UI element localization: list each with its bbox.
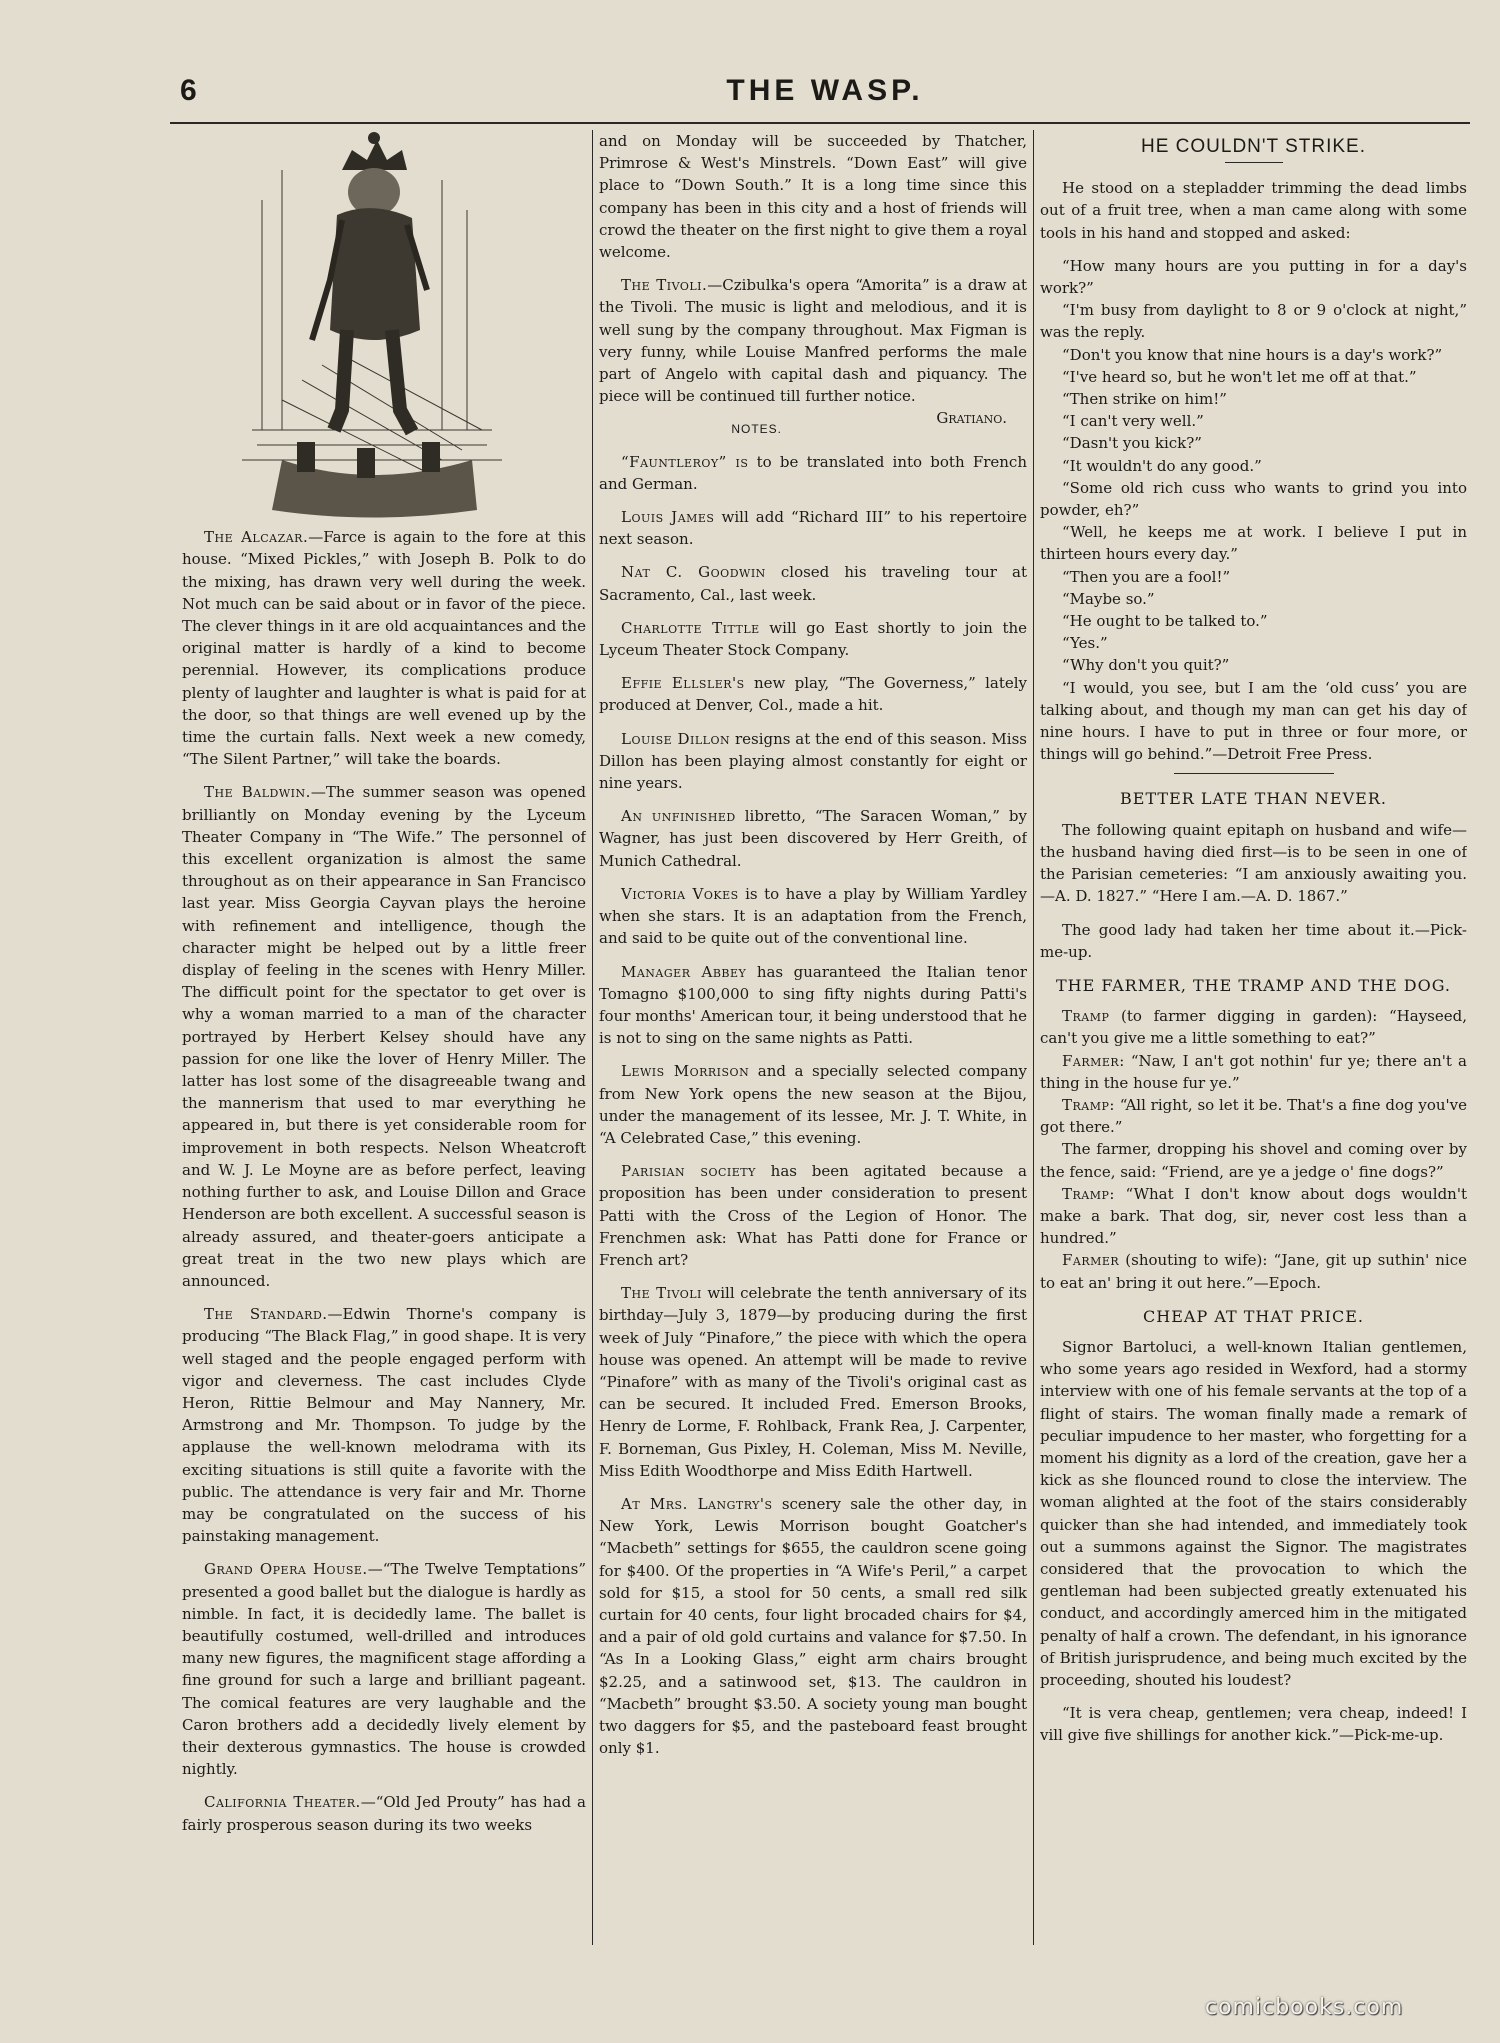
article-strike-dialogue	[1040, 255, 1467, 766]
note-5	[599, 672, 1027, 716]
note-lead: Louise Dillon	[621, 729, 731, 748]
speaker: Tramp:	[1062, 1184, 1115, 1203]
section-divider	[1174, 773, 1334, 774]
speech: “What I don't know about dogs wouldn't make a bark. That dog, sir, never cost less than a hundred.”	[1040, 1184, 1467, 1248]
article-cheap-p2: “It is vera cheap, gentlemen; vera cheap, indeed! I vill give five shillings for another kick.”—Pick-me-up.	[1040, 1704, 1467, 1745]
dialogue-line: “Dasn't you kick?”	[1062, 434, 1202, 453]
note-lead: Effie Ellsler's	[621, 674, 745, 693]
page-number: 6	[180, 74, 197, 107]
speech: (to farmer digging in garden): “Hayseed, can't you give me a little something to eat?”	[1040, 1007, 1467, 1048]
note-text: will celebrate the tenth anniversary of its birthday—July 3, 1879—by producing during the first week of July “Pinafore,” the piece with which the opera house was opened. An attempt will be made to revive “Pinafore” with as many of the Tivoli's original cast as can be secured. It included Fred. Emerson Brooks, Henry de Lorme, F. Rohlback, Frank Rea, J. Carpenter, F. Borneman, Gus Pixley, H. Coleman, Miss M. Neville, Miss Edith Woodthorpe and Miss Edith Hartwell.	[599, 1284, 1027, 1480]
text-baldwin: —The summer season was opened brilliantly on Monday evening by the Lyceum Theater Company in “The Wife.” The personnel of this excellent organization is almost the same throughout as on their appearance in San Francisco last year. Miss Georgia Cayvan plays the heroine with refinement and intelligence, though the character might be helped out by a little freer display of feeling in the scenes with Henry Miller. The difficult point for the spectator to get over is why a woman married to a man of the character portrayed by Herbert Kelsey should have any passion for one like the lover of Henry Miller. The latter has lost some of the disagreeable twang and the mannerism that used to mar everything he appeared in, but there is yet considerable room for improvement in both respects. Nelson Wheatcroft and W. J. Le Moyne are as before perfect, leaving nothing further to ask, and Louise Dillon and Grace Henderson are both excellent. A successful season is already assured, and theater-goers anticipate a great treat in the two new plays which are announced.	[182, 783, 586, 1290]
review-tivoli	[599, 274, 1027, 428]
note-lead: The Tivoli	[621, 1284, 702, 1303]
note-lead: Charlotte Tittle	[621, 618, 760, 637]
note-10	[599, 1060, 1027, 1149]
continued-paragraph: and on Monday will be succeeded by Thatcher, Primrose & West's Minstrels. “Down East” will give place to “Down South.” It is a long time since this company has been in this city and a host of friends will crowd the theater on the first night to give them a royal welcome.	[599, 132, 1027, 262]
dialogue-line	[1040, 1183, 1467, 1250]
dialogue-line: “I'm busy from daylight to 8 or 9 o'clock at night,” was the reply.	[1040, 301, 1467, 342]
dialogue-line: “Then strike on him!”	[1062, 390, 1227, 409]
review-baldwin	[182, 781, 586, 1292]
dialogue-line: The farmer, dropping his shovel and coming over by the fence, said: “Friend, are ye a jedge o' fine dogs?”	[1040, 1140, 1467, 1181]
note-12	[599, 1282, 1027, 1482]
note-text: has been agitated because a proposition has been under consideration to present Patti with the Cross of the Legion of Honor. The Frenchmen ask: What has Patti done for France or French art?	[599, 1162, 1027, 1269]
review-grand-opera	[182, 1558, 586, 1780]
dialogue-line	[1040, 1050, 1467, 1094]
dialogue-line: “Yes.”	[1062, 634, 1108, 653]
note-2	[599, 506, 1027, 550]
notes-heading: NOTES.	[731, 422, 782, 437]
note-lead: Nat C. Goodwin	[621, 563, 766, 582]
note-lead: Parisian society	[621, 1162, 756, 1181]
review-standard	[182, 1303, 586, 1547]
lead-alcazar: The Alcazar.	[204, 528, 309, 547]
note-11	[599, 1160, 1027, 1271]
article-title-cheap: CHEAP AT THAT PRICE.	[1143, 1306, 1364, 1326]
text-standard: —Edwin Thorne's company is producing “The Black Flag,” in good shape. It is very well staged and the people engaged perform with vigor and cleverness. The cast includes Clyde Heron, Rittie Belmour and May Nannery, Mr. Armstrong and Mr. Thompson. To judge by the applause the well-known melodrama with its exciting situations is still quite a favorite with the public. The attendance is very fair and Mr. Thorne may be congratulated on the success of his painstaking management.	[182, 1305, 586, 1546]
title-rule	[1225, 162, 1283, 163]
text-grand-opera: —“The Twelve Temptations” presented a good ballet but the dialogue is hardly as nimble. In fact, it is decidedly lame. The ballet is beautifully costumed, well-drilled and introduces many new figures, the magnificent stage affording a fine ground for such a large and brilliant pageant. The comical features are very laughable and the Caron brothers add a decidedly lively element by their dexterous gymnastics. The house is crowded nightly.	[182, 1560, 586, 1779]
lead-standard: The Standard.	[204, 1305, 328, 1324]
column-divider-1	[592, 130, 593, 1945]
note-8	[599, 883, 1027, 950]
signature: Gratiano.	[936, 409, 1007, 428]
note-lead: “Fauntleroy” is	[621, 452, 749, 471]
note-6	[599, 728, 1027, 795]
note-lead: Victoria Vokes	[621, 884, 739, 903]
header-rule	[170, 122, 1470, 124]
note-text: libretto, “The Saracen Woman,” by Wagner, has just been discovered by Herr Greith, of Munich Cathedral.	[599, 807, 1027, 870]
speech: (shouting to wife): “Jane, git up suthin' nice to eat an' bring it out here.”—Epoch.	[1040, 1251, 1467, 1292]
dialogue-line: “It wouldn't do any good.”	[1062, 456, 1262, 475]
masthead	[180, 74, 1470, 114]
dialogue-line: “How many hours are you putting in for a day's work?”	[1040, 256, 1467, 298]
lead-grand-opera: Grand Opera House.	[204, 1560, 368, 1579]
dialogue-line: “I've heard so, but he won't let me off at that.”	[1062, 367, 1417, 386]
text-tivoli: —Czibulka's opera “Amorita” is a draw at the Tivoli. The music is light and melodious, and it is well sung by the company throughout. Max Figman is very funny, while Louise Manfred performs the male part of Angelo with capital dash and piquancy. The piece will be continued till further notice.	[599, 276, 1027, 406]
article-title-strike: HE COULDN'T STRIKE.	[1141, 136, 1366, 157]
note-lead: Louis James	[621, 508, 715, 527]
dialogue-line	[1040, 1005, 1467, 1049]
note-text: will add “Richard III” to his repertoire next season.	[599, 508, 1027, 549]
note-text: scenery sale the other day, in New York, Lewis Morrison bought Goatcher's “Macbeth” settings for $655, the cauldron scene going for $400. Of the properties in “A Wife's Peril,” a carpet sold for $15, a stool for 50 cents, a small red silk curtain for 40 cents, four light brocaded chairs for $4, and a pair of old gold curtains and valance for $7.50. In “As In a Looking Glass,” eight arm chairs brought $2.25, and a satinwood set, $13. The cauldron in “Macbeth” brought $3.50. A society young man bought two daggers for $5, and the pasteboard feast brought only $1.	[599, 1494, 1027, 1758]
lead-tivoli: The Tivoli.	[621, 276, 708, 295]
note-lead: Manager Abbey	[621, 962, 747, 981]
dialogue-line: “Well, he keeps me at work. I believe I put in thirteen hours every day.”	[1040, 523, 1467, 564]
dialogue-line	[1040, 1094, 1467, 1138]
watermark: comicbooks.com	[1205, 1995, 1404, 2020]
note-text: closed his traveling tour at Sacramento, Cal., last week.	[599, 563, 1027, 604]
note-text: to be translated into both French and German.	[599, 452, 1027, 493]
note-text: has guaranteed the Italian tenor Tomagno $100,000 to sing fifty nights during Patti's four months' American tour, it being understood that he is not to sing on the same nights as Patti.	[599, 962, 1027, 1048]
dialogue-line: “Why don't you quit?”	[1062, 656, 1230, 675]
text-california: —“Old Jed Prouty” has had a fairly prosperous season during its two weeks	[182, 1793, 586, 1834]
review-alcazar	[182, 526, 586, 770]
review-california	[182, 1791, 586, 1835]
note-lead: An unfinished	[621, 807, 736, 826]
dialogue-line: “Then you are a fool!”	[1062, 567, 1231, 586]
article-cheap-p1: Signor Bartoluci, a well-known Italian gentlemen, who some years ago resided in Wexford, had a stormy interview with one of his female servants at the top of a flight of stairs. The woman finally made a remark of peculiar impudence to her master, who forgetting for a moment his dignity as a lord of the creation, gave her a kick as she flounced round to close the interview. The woman alighted at the foot of the stairs considerably quicker than she had intended, and immediately took out a summons against the Signor. The magistrates considered that the provocation to which the gentleman had been subjected greatly extenuated his conduct, and accordingly amerced him in the mitigated penalty of half a crown. The defendant, in his ignorance of British jurisprudence, and being much excited by the proceeding, shouted his loudest?	[1040, 1337, 1467, 1689]
article-strike-intro: He stood on a stepladder trimming the dead limbs out of a fruit tree, when a man came along with some tools in his hand and stopped and asked:	[1040, 179, 1467, 242]
column-1	[182, 130, 586, 1945]
note-lead: Lewis Morrison	[621, 1062, 750, 1081]
speaker: Farmer	[1062, 1251, 1120, 1270]
article-better-late-p2: The good lady had taken her time about it.—Pick-me-up.	[1040, 920, 1467, 961]
note-lead: At Mrs. Langtry's	[621, 1494, 773, 1513]
note-4	[599, 617, 1027, 661]
note-7	[599, 805, 1027, 872]
note-text: is to have a play by William Yardley when she stars. It is an adaptation from the French, and said to be quite out of the conventional line.	[599, 884, 1027, 948]
speaker: Tramp:	[1062, 1095, 1115, 1114]
column-2	[599, 130, 1027, 1945]
dialogue-line	[1040, 1249, 1467, 1293]
note-text: resigns at the end of this season. Miss Dillon has been playing almost constantly for eight or nine years.	[599, 729, 1027, 793]
engraving-figure-with-crown-icon	[242, 130, 502, 520]
article-farmer-dialogue	[1040, 1005, 1467, 1294]
dialogue-line: “Maybe so.”	[1062, 589, 1155, 608]
dialogue-line: “Don't you know that nine hours is a day's work?”	[1062, 345, 1443, 364]
article-title-better-late: BETTER LATE THAN NEVER.	[1120, 789, 1387, 809]
note-text: and a specially selected company from New York opens the new season at the Bijou, under the management of its lessee, Mr. J. T. White, in “A Celebrated Case,” this evening.	[599, 1062, 1027, 1147]
page-title: THE WASP.	[726, 74, 924, 107]
speaker: Tramp	[1062, 1007, 1110, 1026]
note-text: will go East shortly to join the Lyceum Theater Stock Company.	[599, 618, 1027, 660]
dialogue-line: “He ought to be talked to.”	[1062, 612, 1268, 631]
note-1	[599, 451, 1027, 495]
speech: “All right, so let it be. That's a fine dog you've got there.”	[1040, 1095, 1467, 1137]
speaker: Farmer:	[1062, 1051, 1125, 1070]
note-text: new play, “The Governess,” lately produced at Denver, Col., made a hit.	[599, 674, 1027, 715]
note-9	[599, 961, 1027, 1050]
dialogue-line: “I would, you see, but I am the ‘old cuss’ you are talking about, and though my man can get his day of nine hours. I have to put in three or four more, or things will go behind.”—Detroit Free Press.	[1040, 678, 1467, 764]
text-alcazar: —Farce is again to the fore at this house. “Mixed Pickles,” with Joseph B. Polk to do the mixing, has drawn very well during the week. Not much can be said about or in favor of the piece. The clever things in it are old acquaintances and the original matter is hardly of a kind to become perennial. However, its complications produce plenty of laughter and laughter is what is paid for at the door, so that things are well evened up by the time the curtain falls. Next week a new comedy, “The Silent Partner,” will take the boards.	[182, 528, 586, 769]
column-3	[1040, 130, 1467, 1945]
dialogue-line: “I can't very well.”	[1062, 412, 1204, 431]
note-13	[599, 1493, 1027, 1759]
column-divider-2	[1033, 130, 1034, 1945]
lead-california: California Theater.	[204, 1793, 361, 1812]
article-better-late-p1: The following quaint epitaph on husband and wife—the husband having died first—is to be seen in one of the Parisian cemeteries: “I am anxiously awaiting you.—A. D. 1827.” “Here I am.—A. D. 1867.”	[1040, 820, 1467, 906]
article-title-farmer: THE FARMER, THE TRAMP AND THE DOG.	[1056, 975, 1451, 995]
dialogue-line: “Some old rich cuss who wants to grind you into powder, eh?”	[1040, 478, 1467, 520]
note-3	[599, 561, 1027, 605]
speech: “Naw, I an't got nothin' fur ye; there an't a thing in the house fur ye.”	[1040, 1051, 1467, 1092]
lead-baldwin: The Baldwin.	[204, 783, 311, 802]
